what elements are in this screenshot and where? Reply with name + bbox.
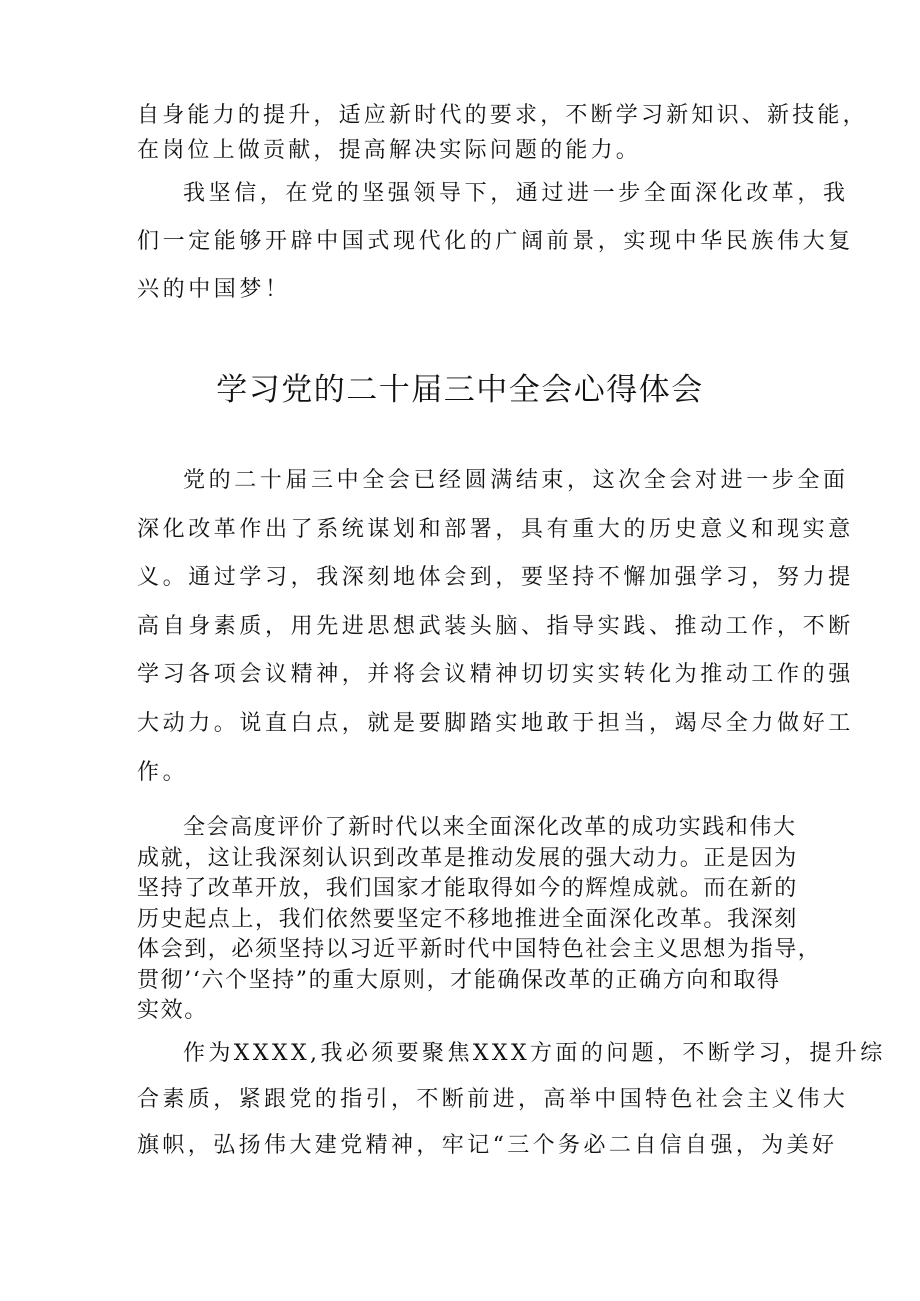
text-line: 在岗位上做贡献，提高解决实际问题的能力。 xyxy=(137,138,642,163)
paragraph-continuation xyxy=(137,98,868,168)
paragraph-2 xyxy=(137,813,822,1027)
text-line: 大动力。说直白点，就是要脚踏实地敢于担当，竭尽全力做好工 xyxy=(137,710,854,736)
text-line: 义。通过学习，我深刻地体会到，要坚持不懈加强学习，努力提 xyxy=(137,565,854,591)
text-line: 贯彻’‘六个坚持”的重大原则，才能确保改革的正确方向和取得 xyxy=(137,967,781,993)
text-line: 实效。 xyxy=(137,998,208,1023)
text-line: 坚持了改革开放，我们国家才能取得如今的辉煌成就。而在新的 xyxy=(137,876,798,901)
paragraph-1 xyxy=(137,457,854,797)
text-line: 党的二十届三中全会已经圆满结束，这次全会对进一步全面 xyxy=(183,468,849,493)
text-line: 历史起点上，我们依然要坚定不移地推进全面深化改革。我深刻 xyxy=(137,906,798,932)
text-line: 自身能力的提升，适应新时代的要求，不断学习新知识、新技能， xyxy=(137,103,868,128)
text-line: 合素质，紧跟党的指引，不断前进，高举中国特色社会主义伟大 xyxy=(137,1087,849,1112)
text-line: 兴的中国梦！ xyxy=(137,277,291,302)
text-line: 深化改革作出了系统谋划和部署，具有重大的历史意义和现实意 xyxy=(137,516,854,542)
text-line: 旗帜，弘扬伟大建党精神，牢记“三个务必二自信自强，为美好 xyxy=(137,1133,838,1158)
text-line: 作。 xyxy=(137,759,189,785)
text-line: 成就，这让我深刻认识到改革是推动发展的强大动力。正是因为 xyxy=(137,845,798,871)
paragraph-3 xyxy=(137,1031,886,1169)
text-line: 高自身素质，用先进思想武装头脑、指导实践、推动工作，不断 xyxy=(137,613,854,639)
text-line: 全会高度评价了新时代以来全面深化改革的成功实践和伟大 xyxy=(183,815,797,840)
text-line: 们一定能够开辟中国式现代化的广阔前景，实现中华民族伟大复 xyxy=(137,229,854,254)
paragraph-belief xyxy=(137,170,854,314)
text-line: 我坚信，在党的坚强领导下，通过进一步全面深化改革，我 xyxy=(183,181,849,206)
text-line: 学习各项会议精神，并将会议精神切切实实转化为推动工作的强 xyxy=(137,662,854,688)
text-line: 体会到，必须坚持以习近平新时代中国特色社会主义思想为指导， xyxy=(137,937,822,962)
text-line: 作为XXXX,我必须要聚焦XXX方面的问题，不断学习，提升综 xyxy=(183,1041,886,1066)
document-title: 学习党的二十届三中全会心得体会 xyxy=(216,372,704,408)
